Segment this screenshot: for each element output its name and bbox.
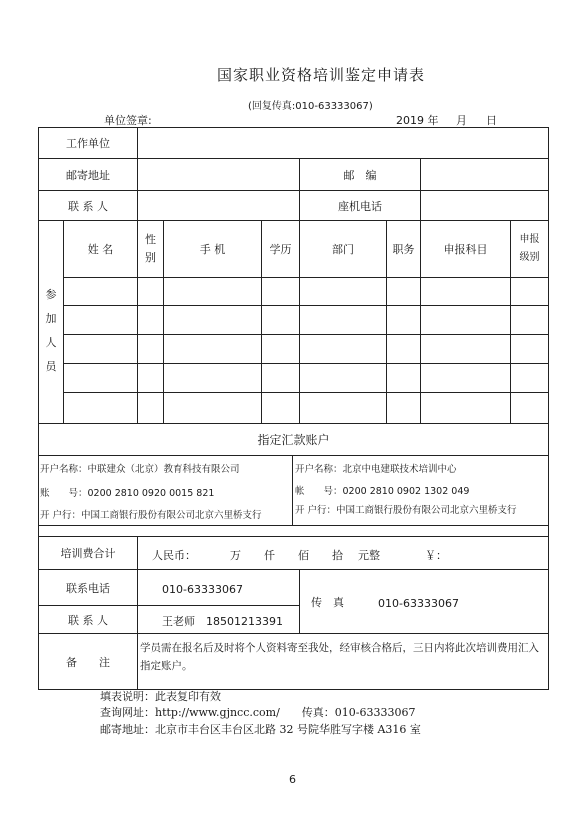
fax-label: 传 真: [311, 595, 344, 609]
account-1-number: 账 号：0200 2810 0920 0015 821: [40, 488, 215, 499]
date-day: 日: [486, 114, 497, 127]
participants-label: 参 加 人 员: [45, 288, 57, 373]
participant-row[interactable]: [64, 278, 548, 305]
participant-row[interactable]: [64, 306, 548, 334]
contact-person-value: 王老师 18501213391: [162, 615, 283, 628]
remarks-text: 学员需在报名后及时将个人资料寄至我处，经审核合格后，三日内将此次培训费用汇入指定账户。: [140, 642, 539, 672]
designated-account-heading: 指定汇款账户: [257, 433, 330, 447]
participant-row[interactable]: [64, 393, 548, 423]
seal-label: 单位签章:: [104, 114, 152, 127]
header-education: 学历: [269, 243, 292, 256]
header-mobile: 手 机: [199, 243, 226, 256]
account-1-name: 开户名称：中联建众（北京）教育科技有限公司: [40, 464, 240, 475]
fee-shi: 拾: [332, 549, 343, 562]
fee-yen: ￥：: [425, 549, 447, 562]
postcode-field[interactable]: [421, 159, 548, 190]
fee-currency: 人民币：: [152, 549, 196, 562]
header-name: 姓 名: [87, 243, 114, 256]
contact-label: 联 系 人: [68, 199, 108, 213]
contact-field[interactable]: [138, 191, 299, 220]
header-department: 部门: [332, 243, 354, 256]
landline-label: 座机电话: [338, 199, 382, 213]
fee-total-label: 培训费合计: [60, 547, 116, 560]
account-2-number: 帐 号：0200 2810 0902 1302 049: [295, 486, 470, 497]
contact-phone-label: 联系电话: [66, 581, 110, 595]
account-2-name: 开户名称：北京中电建联技术培训中心: [295, 464, 457, 475]
fee-qian: 仟: [264, 549, 275, 562]
account-2-bank: 开 户行：中国工商银行股份有限公司北京六里桥支行: [295, 505, 517, 516]
header-level: 申报 级别: [519, 234, 540, 263]
contact-phone-value: 010-63333067: [162, 583, 243, 596]
fax-value: 010-63333067: [378, 597, 459, 610]
header-subject: 申报科目: [443, 243, 488, 256]
postcode-label: 邮 编: [343, 168, 377, 182]
header-position: 职务: [392, 243, 415, 256]
header-gender: 性 别: [145, 233, 156, 264]
date-month: 月: [456, 114, 467, 127]
page-number: 6: [289, 773, 296, 786]
notes-address: 邮寄地址：北京市丰台区丰台区北路 32 号院华胜写字楼 A316 室: [100, 723, 421, 736]
participant-row[interactable]: [64, 335, 548, 363]
form-title: 国家职业资格培训鉴定申请表: [217, 66, 426, 84]
fee-wan: 万: [230, 549, 241, 562]
notes-heading: 填表说明：此表复印有效: [100, 690, 221, 703]
participant-row[interactable]: [64, 364, 548, 392]
fee-bai: 佰: [298, 549, 309, 562]
account-1-bank: 开 户行：中国工商银行股份有限公司北京六里桥支行: [40, 510, 262, 521]
date-year: 2019 年: [396, 114, 439, 127]
notes-website: 查询网址：http://www.gjncc.com/ 传真：010-63333067: [100, 706, 416, 719]
mail-address-field[interactable]: [138, 159, 299, 190]
work-unit-field[interactable]: [138, 128, 548, 158]
remarks-label: 备 注: [66, 655, 110, 669]
landline-field[interactable]: [421, 191, 548, 220]
mail-address-label: 邮寄地址: [66, 168, 110, 182]
contact-person-label: 联 系 人: [68, 613, 108, 627]
fee-yuan: 元整: [358, 549, 380, 562]
work-unit-label: 工作单位: [66, 137, 110, 150]
fax-reply-note: (回复传真:010-63333067): [248, 101, 373, 112]
